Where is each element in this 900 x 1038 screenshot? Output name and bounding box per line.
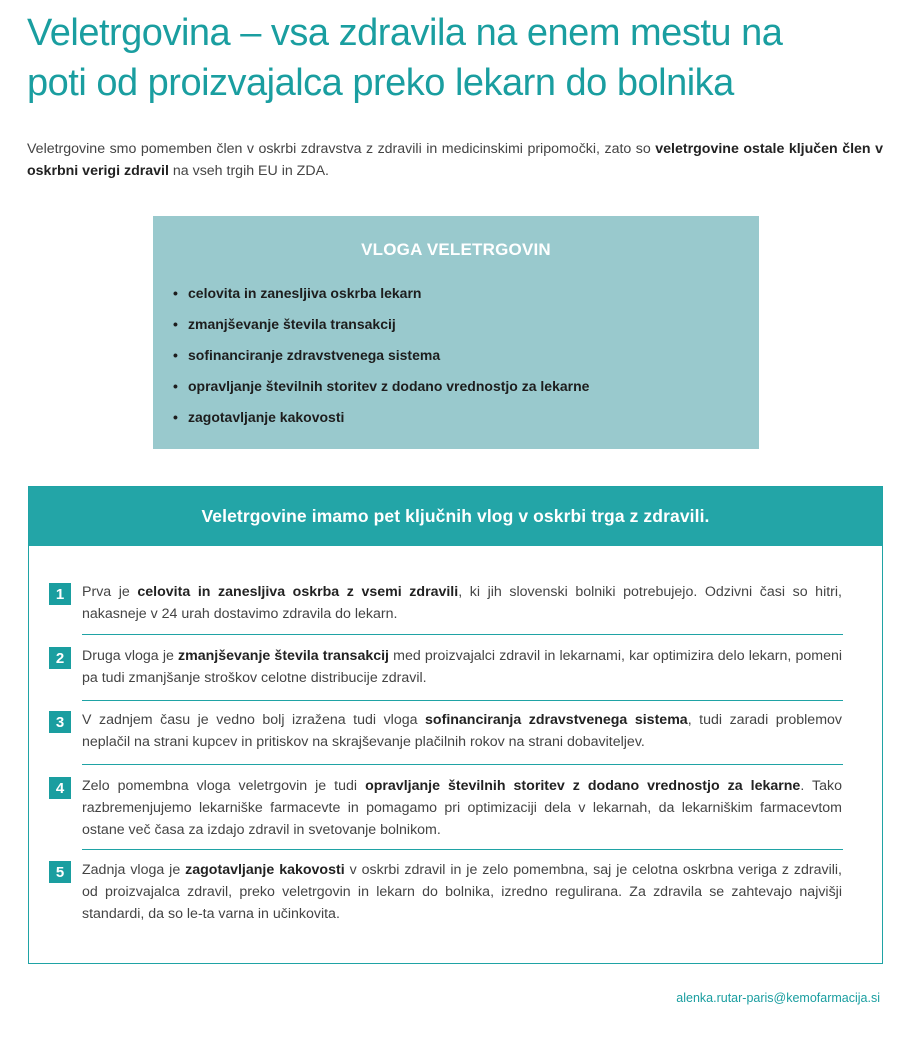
intro-text-start: Veletrgovine smo pomemben člen v oskrbi zdravstva z zdravili in medicinskimi pripomočki, zato so: [27, 141, 656, 157]
key-role-emphasis: zmanjševanje števila transakcij: [178, 648, 389, 664]
key-role-emphasis: sofinanciranja zdravstvenega sistema: [425, 712, 688, 728]
key-role-item-4: [49, 775, 842, 841]
roles-box-heading: VLOGA VELETRGOVIN: [361, 240, 551, 259]
roles-list-item: [173, 282, 589, 313]
key-role-emphasis: zagotavljanje kakovosti: [185, 862, 345, 878]
bullet-icon: •: [173, 316, 178, 332]
item-divider: [82, 700, 843, 701]
item-divider: [82, 849, 843, 850]
roles-list-item: [173, 375, 589, 406]
roles-list-item-label: celovita in zanesljiva oskrba lekarn: [188, 285, 422, 301]
key-role-item-1: [49, 581, 842, 625]
roles-list-item-label: sofinanciranje zdravstvenega sistema: [188, 347, 441, 363]
item-number-badge: 2: [49, 647, 71, 669]
key-role-text-start: V zadnjem času je vedno bolj izražena tudi vloga: [82, 712, 426, 728]
key-role-text-end: v oskrbi zdravil in je zelo pomembna, saj je celotna oskrbna veriga z zdravili, od proizvajalca zdravil, preko veletrgovin in lekarn do bolnika, izredno regulirana. Za zdravila se zahtevajo najvišji standardi, da so le-ta varna in učinkovita.: [82, 862, 842, 922]
key-role-text-start: Zelo pomembna vloga veletrgovin je tudi: [82, 778, 366, 794]
roles-list-item-label: opravljanje številnih storitev z dodano vrednostjo za lekarne: [188, 378, 590, 394]
bullet-icon: •: [173, 378, 178, 394]
page-title: [27, 8, 877, 108]
bullet-icon: •: [173, 347, 178, 363]
roles-list-item: [173, 406, 589, 437]
key-role-text-end: . Tako razbremenjujemo lekarniške farmacevte in pomagamo pri optimizaciji dela v lekarnah, da lekarniškim farmacevtom ostane več časa za izdajo zdravil in svetovanje bolnikom.: [82, 778, 842, 838]
roles-list-item: [173, 344, 589, 375]
item-divider: [82, 764, 843, 765]
key-role-text: [82, 859, 842, 925]
key-role-text-start: Prva je: [82, 584, 138, 600]
key-role-emphasis: opravljanje številnih storitev z dodano vrednostjo za lekarne: [365, 778, 801, 794]
key-role-emphasis: celovita in zanesljiva oskrba z vsemi zdravili: [137, 584, 459, 600]
key-role-text: [82, 645, 842, 689]
item-number-badge: 3: [49, 711, 71, 733]
item-number-badge: 5: [49, 861, 71, 883]
page-title-line-2: poti od proizvajalca preko lekarn do bolnika: [27, 62, 734, 104]
roles-list: [173, 282, 589, 437]
page-title-line-1: Veletrgovina – vsa zdravila na enem mestu na: [27, 12, 783, 54]
key-roles-box: [28, 486, 883, 964]
roles-list-item: [173, 313, 589, 344]
key-role-text: [82, 581, 842, 625]
roles-list-item-label: zagotavljanje kakovosti: [188, 409, 345, 425]
key-role-text-end: , ki jih slovenski bolniki potrebujejo. Odzivni časi so hitri, nakasneje v 24 urah dostavimo zdravila do lekarn.: [82, 584, 842, 622]
key-role-item-2: [49, 645, 842, 689]
intro-emphasis: veletrgovine ostale ključen člen v oskrbni verigi zdravil: [27, 141, 883, 179]
key-role-item-3: [49, 709, 842, 753]
contact-email: alenka.rutar-paris@kemofarmacija.si: [676, 991, 880, 1005]
bullet-icon: •: [173, 285, 178, 301]
item-number-badge: 4: [49, 777, 71, 799]
intro-paragraph: [27, 138, 883, 182]
bullet-icon: •: [173, 409, 178, 425]
item-number-badge: 1: [49, 583, 71, 605]
roles-box: [153, 216, 759, 449]
key-role-text: [82, 775, 842, 841]
key-role-text-end: , tudi zaradi problemov neplačil na strani kupcev in pritiskov na skrajševanje plačilnih rokov na strani dobaviteljev.: [82, 712, 842, 750]
key-role-text-end: med proizvajalci zdravil in lekarnami, kar optimizira delo lekarn, pomeni pa tudi zmanjšanje stroškov celotne distribucije zdravil.: [82, 648, 842, 686]
key-role-text-start: Druga vloga je: [82, 648, 179, 664]
key-role-text: [82, 709, 842, 753]
item-divider: [82, 634, 843, 635]
key-role-item-5: [49, 859, 842, 925]
key-role-text-start: Zadnja vloga je: [82, 862, 186, 878]
intro-text-end: na vseh trgih EU in ZDA.: [168, 163, 330, 179]
key-roles-heading: Veletrgovine imamo pet ključnih vlog v oskrbi trga z zdravili.: [29, 487, 882, 546]
roles-list-item-label: zmanjševanje števila transakcij: [188, 316, 396, 332]
